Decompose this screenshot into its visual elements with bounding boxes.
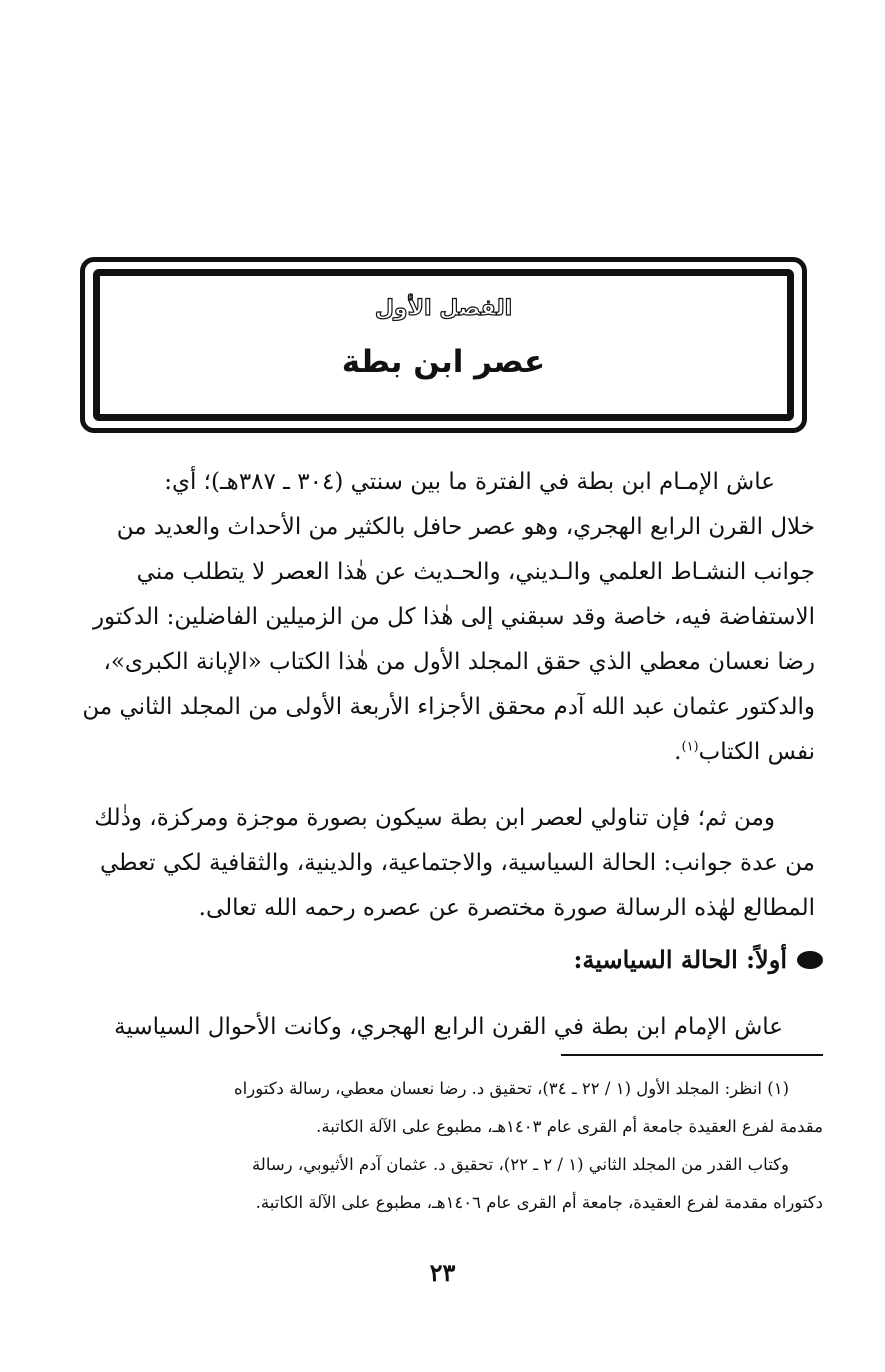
chapter-label: الفصل الأول [374, 296, 513, 321]
paragraph-last-line [70, 730, 815, 775]
paragraph-line: جوانب النشـاط العلمي والـديني، والحـديث عن هٰذا العصر لا يتطلب مني [136, 559, 815, 585]
page-number: ٢٣ [429, 1258, 456, 1287]
footnote-line: مقدمة لفرع العقيدة جامعة أم القرى عام ١٤٠٣هـ، مطبوع على الآلة الكاتبة. [316, 1117, 823, 1136]
paragraph-line: من عدة جوانب: الحالة السياسية، والاجتماعية، والدينية، والثقافية لكي تعطي [100, 850, 815, 876]
paragraph-3: عاش الإمام ابن بطة في القرن الرابع الهجري، وكانت الأحوال السياسية [114, 1014, 783, 1040]
paragraph-2 [70, 796, 815, 931]
chapter-title: عصر ابن بطة [341, 344, 546, 380]
paragraph-line: خلال القرن الرابع الهجري، وهو عصر حافل بالكثير من الأحداث والعديد من [116, 514, 815, 540]
footnotes [63, 1070, 823, 1222]
paragraph-line: عاش الإمـام ابن بطة في الفترة ما بين سنتي (٣٠٤ ـ ٣٨٧هـ)؛ أي: [164, 469, 775, 495]
footnote-separator [561, 1054, 823, 1056]
footnote-reference[interactable]: (١) [681, 739, 699, 755]
section-heading [573, 945, 823, 974]
paragraph-line: والدكتور عثمان عبد الله آدم محقق الأجزاء الأربعة الأولى من المجلد الثاني من [82, 694, 815, 720]
paragraph-line: رضا نعسان معطي الذي حقق المجلد الأول من هٰذا الكتاب «الإبانة الكبرى»، [103, 649, 815, 675]
paragraph-1 [70, 460, 815, 775]
paragraph-line: نفس الكتاب [698, 739, 815, 765]
footnote-line: وكتاب القدر من المجلد الثاني (١ / ٢ ـ ٢٢)، تحقيق د. عثمان آدم الأثيوبي، رسالة [251, 1155, 789, 1174]
section-heading-text: أولاً: الحالة السياسية: [573, 945, 787, 974]
sentence-end: . [674, 739, 682, 765]
footnote-line: دكتوراه مقدمة لفرع العقيدة، جامعة أم القرى عام ١٤٠٦هـ، مطبوع على الآلة الكاتبة. [255, 1193, 823, 1212]
bullet-dot-icon [797, 951, 823, 969]
paragraph-line: الاستفاضة فيه، خاصة وقد سبقني إلى هٰذا كل من الزميلين الفاضلين: الدكتور [92, 604, 815, 630]
footnote-line: (١) انظر: المجلد الأول (١ / ٢٢ ـ ٣٤)، تحقيق د. رضا نعسان معطي، رسالة دكتوراه [234, 1079, 789, 1098]
paragraph-line: المطالع لهٰذه الرسالة صورة مختصرة عن عصره رحمه الله تعالى. [198, 895, 815, 921]
paragraph-line: ومن ثم؛ فإن تناولي لعصر ابن بطة سيكون بصورة موجزة ومركزة، وذٰلك [94, 805, 775, 831]
